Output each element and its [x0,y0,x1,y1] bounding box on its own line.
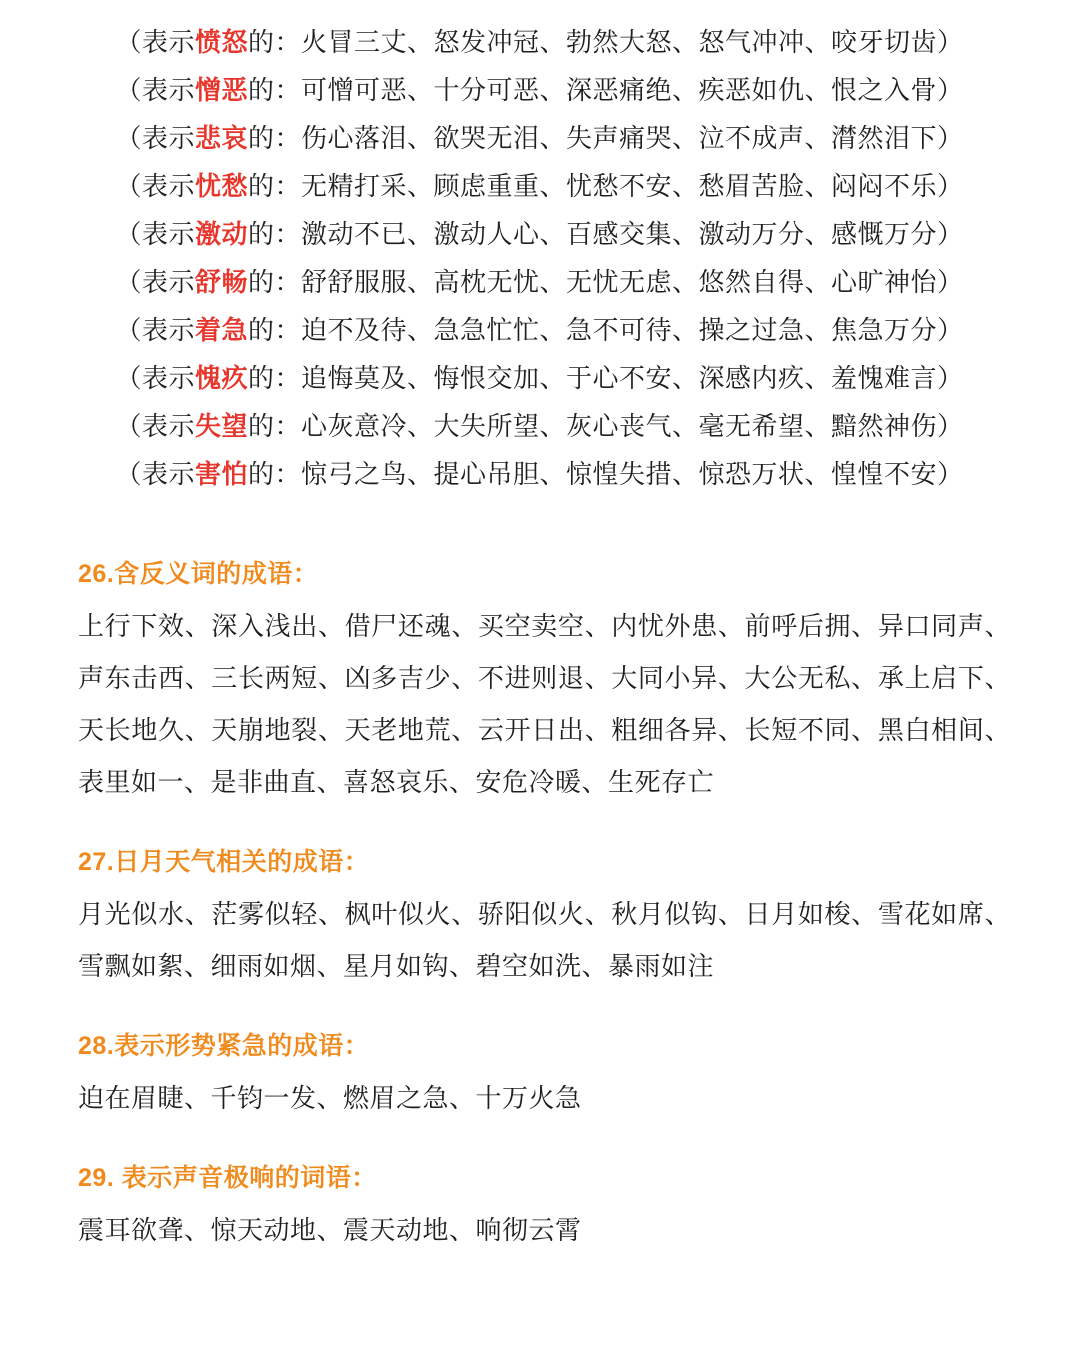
emotion-line-open: （表示 [115,75,195,105]
emotion-line-de: 的： [248,219,302,249]
emotion-line [60,450,1019,498]
emotion-line-open: （表示 [115,459,195,489]
section-title: 28.表示形势紧急的成语： [78,1032,370,1060]
section-28 [60,1026,1019,1124]
emotion-keyword: 着急 [194,315,248,345]
section-title: 26.含反义词的成语： [78,560,319,588]
emotion-line-open: （表示 [115,219,195,249]
section-body: 震耳欲聋、惊天动地、震天动地、响彻云霄 [78,1215,582,1245]
section-27 [60,842,1019,992]
emotion-line [60,306,1019,354]
emotion-keyword: 舒畅 [194,267,248,297]
emotion-line-open: （表示 [115,363,195,393]
emotion-line-items: 伤心落泪、欲哭无泪、失声痛哭、泣不成声、潸然泪下） [301,123,964,153]
section-body: 上行下效、深入浅出、借尸还魂、买空卖空、内忧外患、前呼后拥、异口同声、声东击西、三长两短、凶多吉少、不进则退、大同小异、大公无私、承上启下、天长地久、天崩地裂、天老地荒、云开日出、粗细各异、长短不同、黑白相间、表里如一、是非曲直、喜怒哀乐、安危冷暖、生死存亡 [78,611,1011,797]
emotion-line [60,210,1019,258]
emotion-keyword: 激动 [194,219,248,249]
section-26 [60,554,1019,808]
emotion-idiom-list [60,18,1019,498]
emotion-line-de: 的： [248,27,302,57]
emotion-line-de: 的： [248,363,302,393]
section-title: 29. 表示声音极响的词语： [78,1164,377,1192]
emotion-line [60,354,1019,402]
emotion-line-open: （表示 [115,267,195,297]
emotion-line-de: 的： [248,75,302,105]
emotion-line [60,18,1019,66]
emotion-line-de: 的： [248,171,302,201]
emotion-line-items: 迫不及待、急急忙忙、急不可待、操之过急、焦急万分） [301,315,964,345]
emotion-line-items: 无精打采、顾虑重重、忧愁不安、愁眉苦脸、闷闷不乐） [301,171,964,201]
section-body: 月光似水、茫雾似轻、枫叶似火、骄阳似火、秋月似钩、日月如梭、雪花如席、雪飘如絮、细雨如烟、星月如钩、碧空如洗、暴雨如注 [78,899,1011,981]
emotion-line-open: （表示 [115,411,195,441]
emotion-line-open: （表示 [115,123,195,153]
emotion-line-de: 的： [248,267,302,297]
emotion-line [60,114,1019,162]
emotion-keyword: 忧愁 [194,171,248,201]
emotion-keyword: 愤怒 [194,27,248,57]
emotion-line-items: 激动不已、激动人心、百感交集、激动万分、感慨万分） [301,219,964,249]
emotion-line-open: （表示 [115,171,195,201]
emotion-line-items: 惊弓之鸟、提心吊胆、惊惶失措、惊恐万状、惶惶不安） [301,459,964,489]
emotion-line [60,162,1019,210]
section-29 [60,1158,1019,1256]
emotion-line-items: 火冒三丈、怒发冲冠、勃然大怒、怒气冲冲、咬牙切齿） [301,27,964,57]
emotion-line-de: 的： [248,315,302,345]
emotion-keyword: 失望 [194,411,248,441]
emotion-line-open: （表示 [115,27,195,57]
emotion-line [60,402,1019,450]
emotion-line [60,258,1019,306]
emotion-keyword: 悲哀 [194,123,248,153]
emotion-keyword: 憎恶 [194,75,248,105]
emotion-line-de: 的： [248,123,302,153]
emotion-line-items: 舒舒服服、高枕无忧、无忧无虑、悠然自得、心旷神怡） [301,267,964,297]
emotion-keyword: 愧疚 [194,363,248,393]
emotion-line [60,66,1019,114]
emotion-line-items: 追悔莫及、悔恨交加、于心不安、深感内疚、羞愧难言） [301,363,964,393]
emotion-line-items: 可憎可恶、十分可恶、深恶痛绝、疾恶如仇、恨之入骨） [301,75,964,105]
emotion-line-open: （表示 [115,315,195,345]
emotion-line-items: 心灰意冷、大失所望、灰心丧气、毫无希望、黯然神伤） [301,411,964,441]
emotion-line-de: 的： [248,459,302,489]
section-body: 迫在眉睫、千钧一发、燃眉之急、十万火急 [78,1083,582,1113]
emotion-keyword: 害怕 [194,459,248,489]
section-title: 27.日月天气相关的成语： [78,848,370,876]
emotion-line-de: 的： [248,411,302,441]
